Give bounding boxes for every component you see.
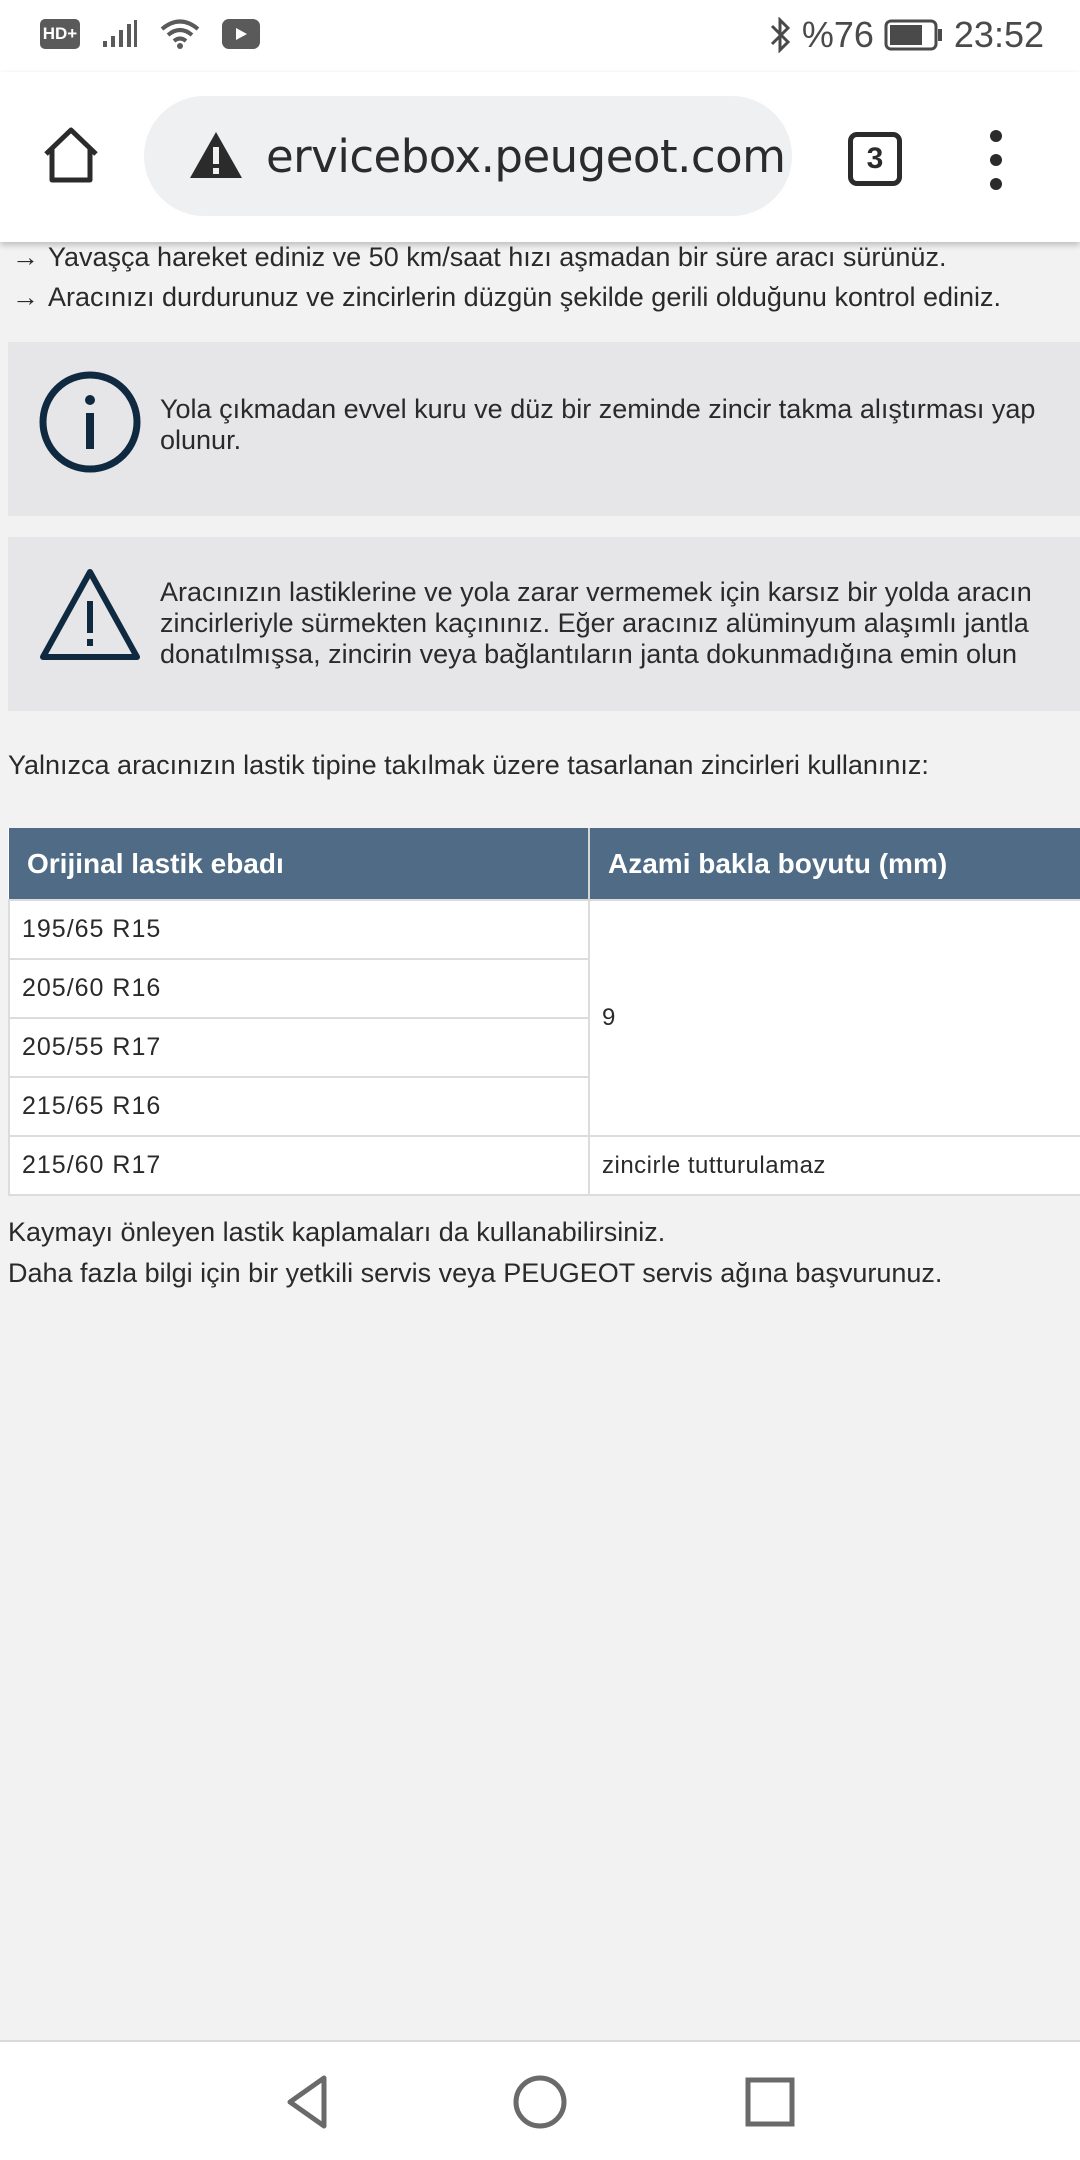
table-row [9,900,1080,959]
menu-dot-icon [990,178,1002,190]
tire-size-cell: 215/60 R17 [9,1136,589,1195]
warning-note [8,537,1080,711]
page-content [0,242,1080,2042]
step-item [12,242,946,273]
column-header: Orijinal lastik ebadı [9,828,589,900]
clock: 23:52 [953,14,1044,55]
menu-dot-icon [990,154,1002,166]
table-row [9,1136,1080,1195]
signal-icon [102,19,138,49]
tire-chain-table [8,828,1080,1196]
hd-badge: HD+ [40,19,80,49]
table-header-row [9,828,1080,900]
tire-size-cell: 205/60 R16 [9,959,589,1018]
address-bar[interactable] [144,96,792,216]
wifi-icon [160,18,200,50]
youtube-notification-icon [222,19,260,49]
tab-switcher-button[interactable]: 3 [848,132,902,186]
warning-triangle-icon[interactable] [188,130,244,180]
caution-triangle-icon [38,567,142,663]
home-icon[interactable] [40,124,102,186]
battery-percent: %76 [801,14,874,55]
back-icon[interactable] [278,2072,338,2132]
info-note-line: Yola çıkmadan evvel kuru ve düz bir zeminde zincir takma alıştırması yap [160,394,1036,424]
column-header: Azami bakla boyutu (mm) [589,828,1080,900]
link-size-cell: zincirle tutturulamaz [589,1136,1080,1195]
tire-size-cell: 205/55 R17 [9,1018,589,1077]
arrow-bullet: → [12,282,39,312]
info-note [8,342,1080,516]
system-nav-bar [0,2040,1080,2160]
menu-dot-icon [990,130,1002,142]
bluetooth-icon [768,17,792,53]
recents-square-icon[interactable] [740,2072,800,2132]
battery-icon [884,18,944,52]
link-size-cell: 9 [589,900,1080,1136]
info-circle-icon [38,370,142,474]
footer-text: Daha fazla bilgi için bir yetkili servis veya PEUGEOT servis ağına başvurunuz. [8,1258,943,1288]
status-bar [0,0,1080,72]
url-text[interactable]: ervicebox.peugeot.com [266,130,786,183]
tire-size-cell: 215/65 R16 [9,1077,589,1136]
info-note-line: olunur. [160,425,242,455]
browser-toolbar [0,72,1080,242]
arrow-bullet: → [12,242,39,272]
home-circle-icon[interactable] [510,2072,570,2132]
step-text: Yavaşça hareket ediniz ve 50 km/saat hızı aşmadan bir süre aracı sürünüz. [48,242,947,272]
warning-note-line: donatılmışsa, zincirin veya bağlantıların janta dokunmadığına emin olun [160,639,1017,669]
warning-note-line: zincirleriyle sürmekten kaçınınız. Eğer aracınız alüminyum alaşımlı jantla [160,608,1029,638]
overflow-menu-button[interactable] [978,130,1014,190]
intro-text: Yalnızca aracınızın lastik tipine takılmak üzere tasarlanan zincirleri kullanınız: [8,750,929,780]
step-item [12,282,1001,313]
tire-size-cell: 195/65 R15 [9,900,589,959]
warning-note-line: Aracınızın lastiklerine ve yola zarar vermemek için karsız bir yolda aracın [160,577,1032,607]
step-text: Aracınızı durdurunuz ve zincirlerin düzgün şekilde gerili olduğunu kontrol ediniz. [48,282,1002,312]
footer-text: Kaymayı önleyen lastik kaplamaları da kullanabilirsiniz. [8,1217,666,1247]
